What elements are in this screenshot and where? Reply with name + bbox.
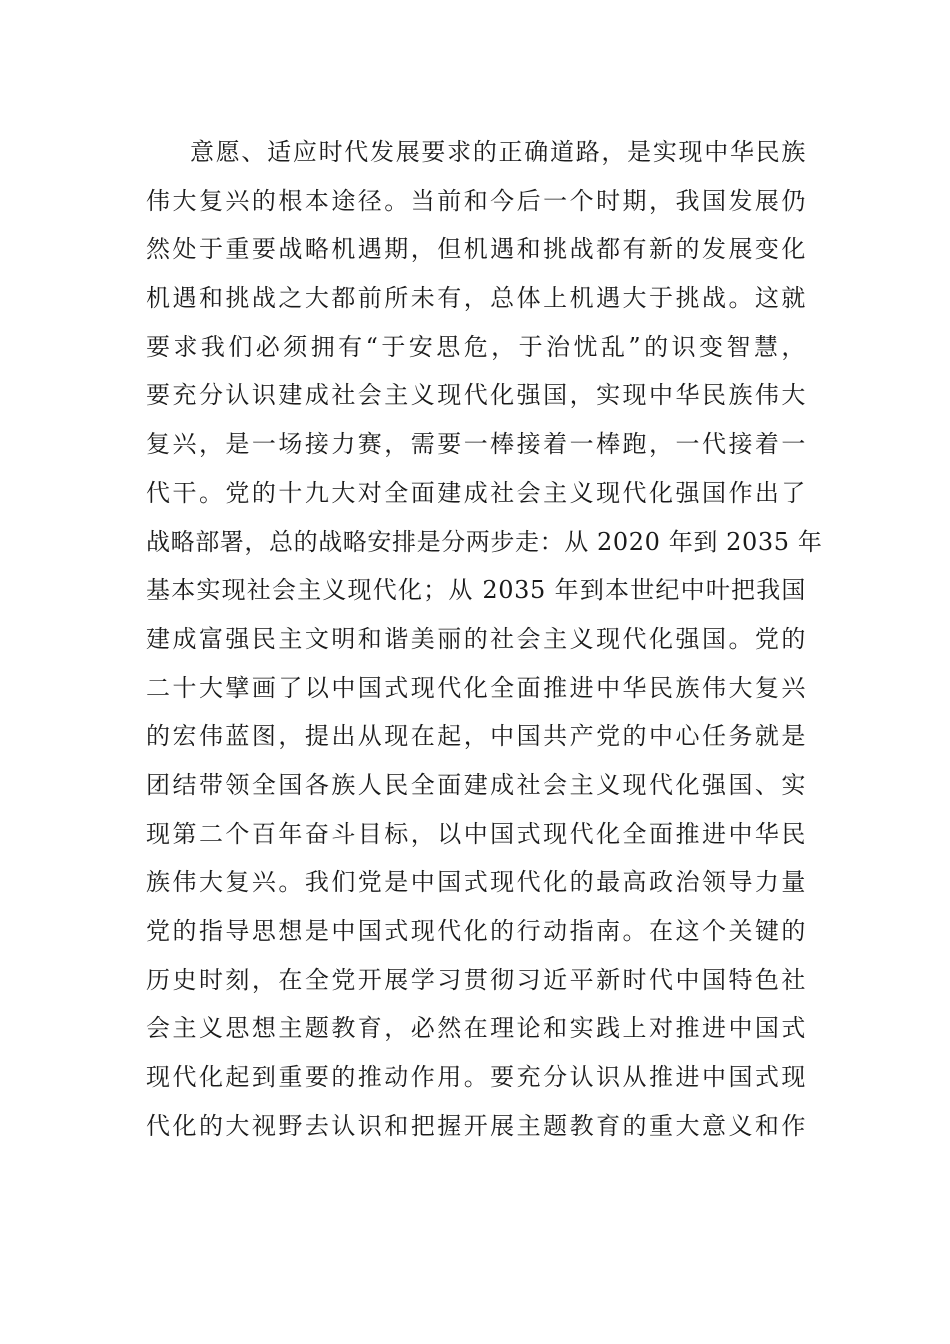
text-line: 战略部署，总的战略安排是分两步走：从 2020 年到 2035 年 bbox=[146, 527, 823, 556]
text-line: 基本实现社会主义现代化；从 2035 年到本世纪中叶把我国 bbox=[146, 576, 806, 605]
text-line: 族伟大复兴。我们党是中国式现代化的最高政治领导力量 bbox=[146, 868, 806, 897]
text-line: 建成富强民主文明和谐美丽的社会主义现代化强国。党的 bbox=[146, 624, 806, 653]
text-line: 意愿、适应时代发展要求的正确道路，是实现中华民族 bbox=[190, 138, 806, 166]
text-line: 要充分认识建成社会主义现代化强国，实现中华民族伟大 bbox=[146, 381, 806, 410]
text-line: 现代化起到重要的推动作用。要充分认识从推进中国式现 bbox=[146, 1063, 806, 1092]
text-line: 伟大复兴的根本途径。当前和今后一个时期，我国发展仍 bbox=[146, 186, 806, 215]
text-line: 会主义思想主题教育，必然在理论和实践上对推进中国式 bbox=[146, 1014, 806, 1043]
text-line: 要求我们必须拥有“于安思危，于治忧乱”的识变智慧， bbox=[146, 332, 806, 361]
text-line: 党的指导思想是中国式现代化的行动指南。在这个关键的 bbox=[146, 917, 806, 945]
text-line: 复兴，是一场接力赛，需要一棒接着一棒跑，一代接着一 bbox=[146, 430, 806, 459]
body-paragraph bbox=[146, 128, 823, 1150]
text-line: 代干。党的十九大对全面建成社会主义现代化强国作出了 bbox=[146, 478, 806, 507]
text-line: 然处于重要战略机遇期，但机遇和挑战都有新的发展变化 bbox=[146, 235, 806, 264]
text-line: 代化的大视野去认识和把握开展主题教育的重大意义和作 bbox=[146, 1111, 806, 1140]
text-line: 二十大擘画了以中国式现代化全面推进中华民族伟大复兴 bbox=[146, 673, 806, 702]
text-line: 历史时刻，在全党开展学习贯彻习近平新时代中国特色社 bbox=[146, 965, 806, 994]
text-line: 的宏伟蓝图，提出从现在起，中国共产党的中心任务就是 bbox=[146, 722, 806, 751]
text-line: 机遇和挑战之大都前所未有，总体上机遇大于挑战。这就 bbox=[146, 284, 806, 313]
text-line: 团结带领全国各族人民全面建成社会主义现代化强国、实 bbox=[146, 770, 806, 799]
text-line: 现第二个百年奋斗目标，以中国式现代化全面推进中华民 bbox=[146, 819, 806, 848]
